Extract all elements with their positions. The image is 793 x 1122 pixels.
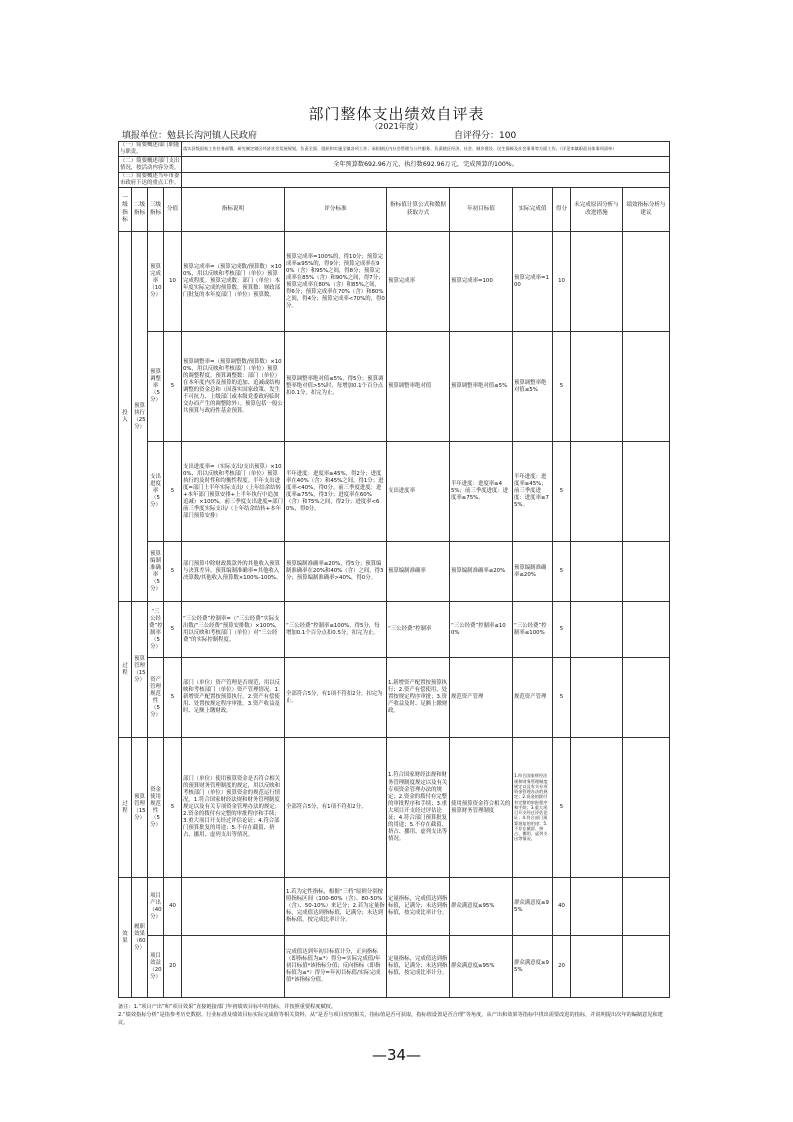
level3-indicator: 资产管理规范性（5分）	[148, 658, 164, 738]
overview-row-3	[119, 173, 670, 188]
score-obtained: 20	[553, 936, 571, 998]
level3-indicator: 预算编制准确率（5分）	[148, 542, 164, 602]
score-obtained: 5	[553, 602, 571, 658]
actual-value: 1.符合国家财经法规和财务管理制度规定以及有关专项资金管理办法的规定；2.资金的拨付有完整的审批程序和手续；3.重大项目开支经过评估论证；4.符合部门预算批复的用途；5.不存在截留、挤占、挪用、虚列支出等情况。	[513, 738, 553, 878]
indicator-description: 部门（单位）使用预算资金是否符合相关的预算财务管理制度的规定，用以反映和考核部门（单位）预算资金的规范运行情况。1.符合国家财经法规和财务管理制度规定以及有关专项资金管理办法的规定；2.资金的拨付有完整的审批程序和手续；3.重大项目开支经过评估论证；4.符合部门预算批复的用途；5.不存在截留、挤占、挪用、虚列支出等情况。	[182, 738, 285, 878]
table-row	[119, 602, 670, 658]
level2-indicator: 预算执行（25分）	[132, 232, 148, 602]
page-title: 部门整体支出绩效自评表	[308, 105, 485, 123]
indicator-description: 部门预算中除财政拨款外的其他收入预算与决算差异。预算编制准确率=其他收入决算数/其他收入预算数×100%-100%。	[182, 542, 285, 602]
level2-indicator: 预算管理（15分）	[132, 738, 148, 878]
indicator-description	[182, 936, 285, 998]
actual-value: 预算编制准确率≤20%	[513, 542, 553, 602]
level3-indicator: 预算完成率（10分）	[148, 232, 164, 332]
level3-indicator: 项目效益（20分）	[148, 936, 164, 998]
improvement-measure	[571, 232, 623, 332]
formula-source: “三公经费”控制率	[387, 602, 450, 658]
actual-value: 群众满意度≥95%	[513, 878, 553, 936]
improvement-measure	[571, 542, 623, 602]
target-value: 预算编制准确率≤20%	[450, 542, 513, 602]
score-obtained: 5	[553, 442, 571, 542]
analysis-suggestion	[623, 658, 670, 738]
score-value: 5	[164, 602, 182, 658]
table-row	[119, 542, 670, 602]
target-value: 规范资产管理	[450, 658, 513, 738]
target-value: 使用预算资金符合相关的预算财务管理制度	[450, 738, 513, 878]
score-value: 5	[164, 738, 182, 878]
table-row	[119, 442, 670, 542]
indicator-description: 支出进度率=（实际支出/支出预算）×100%，用以反映和考核部门（单位）预算执行的及时性和均衡性程度。半年支出进度=部门上半年实际支出/（上年结余结转+本年部门预算安排+上半年执行中追加追减）×100%。前三季度支出进度=部门前三季度实际支出/（上年结余结转+本年部门预算安排）	[182, 442, 285, 542]
improvement-measure	[571, 878, 623, 936]
table-row	[119, 738, 670, 878]
indicator-description: 预算完成率=（预算完成数/预算数）×100%，用以反映和考核部门（单位）预算完成程度。预算完成数：部门（单位）本年度实际完成的预算数。预算数：财政部门批复的本年度部门（单位）预算数。	[182, 232, 285, 332]
score-obtained: 5	[553, 658, 571, 738]
score-value: 40	[164, 878, 182, 936]
improvement-measure	[571, 442, 623, 542]
improvement-measure	[571, 602, 623, 658]
overview-text: 全年预算数692.96万元，执行数692.96万元，完成预算的100%。	[182, 157, 670, 173]
overview-text: 落实县级国家工作任务部署，研究制定辖区经济社会发展规划，负责全面、组织和实施全镇各项工作；承担辖区内社会管理与公共服务、负责辖区经济、社会、城乡建设、民生保障及社会事务等方面工作。（详见本镇职责具体事项清单）	[182, 142, 670, 157]
column-header: 评分标准	[285, 188, 387, 232]
actual-value: 预算调整率绝对值≤5%	[513, 332, 553, 442]
score-obtained: 40	[553, 878, 571, 936]
overview-row-2	[119, 157, 670, 173]
analysis-suggestion	[623, 936, 670, 998]
column-header: 指标值计算公式和数据获取方式	[387, 188, 450, 232]
level2-indicator: 预算管理（15分）	[132, 602, 148, 738]
overview-label: （三）简要概述当年市委市政府下达的重点工作。	[119, 173, 182, 188]
scoring-standard: 1.若为定性指标，根据“三档”原则分别按照指标区间（100-80%（含）、80-50%（含）、50-10%）来记分；2.若为定量指标，完成值达到指标值，记满分；未达到指标值，按完成比率计分。	[285, 878, 387, 936]
table-header	[119, 188, 670, 232]
scoring-standard: 全部符合5分，有1项不符扣2分，扣完为止。	[285, 658, 387, 738]
table-row	[119, 878, 670, 936]
score-value: 5	[164, 658, 182, 738]
column-header: 未完成原因分析与改进措施	[571, 188, 623, 232]
column-header: 一级指标	[119, 188, 132, 232]
table-row	[119, 658, 670, 738]
improvement-measure	[571, 332, 623, 442]
score-value: 20	[164, 936, 182, 998]
actual-value: 预算完成率=100	[513, 232, 553, 332]
footnote: 2.“绩效指标分析”是指参考历史数据、行业标准及绩效目标实际完成值等相关资料，从“是否与项目密切相关，指标值是否可获取，指标值设置是否合理”等角度，从产出和效果等指标中找出需要改进的指标，并说明提出次年的编制意见和建议。	[118, 1011, 663, 1026]
target-value: “三公经费”控制率≤100%	[450, 602, 513, 658]
overview-label: （二）简要概述部门支出情况，按活动内容分类。	[119, 157, 182, 173]
level3-indicator: 预算调整率（5分）	[148, 332, 164, 442]
formula-source: 预算完成率	[387, 232, 450, 332]
level1-indicator: 过程	[119, 602, 132, 738]
formula-source: 预算调整率绝对值	[387, 332, 450, 442]
analysis-suggestion	[623, 738, 670, 878]
level2-indicator: 履职效果（60分）	[132, 878, 148, 998]
scoring-standard: 全部符合5分，有1项不符扣2分。	[285, 738, 387, 878]
scoring-standard: 半年进度：进度率≥45%，得2分；进度率在40%（含）和45%之间，得1分；进度率<40%，得0分。前三季度进度：进度率≥75%，得3分；进度率在60%（含）和75%之间，得2分；进度率<60%，得0分。	[285, 442, 387, 542]
report-year: （2021年度）	[370, 122, 423, 131]
score-value: 10	[164, 232, 182, 332]
actual-value: 半年进度：进度率≥45%；前三季度进度：进度率≥75%。	[513, 442, 553, 542]
scoring-standard: 预算调整率绝对值≤5%，得5分；预算调整率绝对值>5%时，每增加0.1个百分点扣0.1分，扣完为止。	[285, 332, 387, 442]
column-header: 年初目标值	[450, 188, 513, 232]
column-header: 指标说明	[182, 188, 285, 232]
actual-value: 规范资产管理	[513, 658, 553, 738]
overview-label: （一）简要概述部门职能与职责。	[119, 142, 182, 157]
column-header: 实际完成值	[513, 188, 553, 232]
level3-indicator: 项目产出（40分）	[148, 878, 164, 936]
level3-indicator: 资金使用规范性（5分）	[148, 738, 164, 878]
scoring-standard: 预算完成率=100%的，得10分；预算完成率≥95%的，得9分；预算完成率在90%（含）和95%之间，得8分；预算完成率在85%（含）和90%之间，得7分；预算完成率在80%（含）和85%之间，得6分；预算完成率在70%（含）和80%之间，得4分；预算完成率<70%的，得0分。	[285, 232, 387, 332]
formula-source: 1.新增资产配置按预算执行；2.资产有偿使用、处置按规定程序审批；3.资产收益及时、足额上缴财政。	[387, 658, 450, 738]
column-header: 三级指标	[148, 188, 164, 232]
improvement-measure	[571, 738, 623, 878]
footnotes	[118, 1004, 673, 1027]
actual-value: 群众满意度≥95%	[513, 936, 553, 998]
level1-indicator: 过程	[119, 738, 132, 878]
overview-row-1	[119, 142, 670, 157]
overview-text	[182, 173, 670, 188]
performance-table	[118, 141, 670, 998]
score-value: 5	[164, 542, 182, 602]
formula-source: 1.符合国家财经法规和财务管理制度规定以及有关专项资金管理办法的规定；2.资金的拨付有完整的审批程序和手续；3.重大项目开支经过评估论证；4.符合部门预算批复的用途；5.不存在截留、挤占、挪用、虚列支出等情况。	[387, 738, 450, 878]
formula-source: 预算编制准确率	[387, 542, 450, 602]
score-value: 5	[164, 332, 182, 442]
level1-indicator: 效果	[119, 878, 132, 998]
scoring-standard: 预算编制准确率≤20%，得5分；预算编制准确率在20%和40%（含）之间，得3分；预算编制准确率>40%，得0分。	[285, 542, 387, 602]
table-row	[119, 332, 670, 442]
page-number: —34—	[371, 1046, 422, 1064]
score-obtained: 10	[553, 232, 571, 332]
column-header: 二级指标	[132, 188, 148, 232]
improvement-measure	[571, 658, 623, 738]
target-value: 预算调整率绝对值≤5%	[450, 332, 513, 442]
indicator-description: 部门（单位）资产管理是否规范，用以反映和考核部门（单位）资产管理情况。1.新增资产配置按预算执行。2.资产有偿使用、处置按规定程序审批。3.资产收益及时、足额上缴财政。	[182, 658, 285, 738]
score-obtained: 5	[553, 542, 571, 602]
reporting-unit: 填报单位：勉县长沟河镇人民政府	[122, 131, 258, 141]
formula-source: 定量指标，完成值达到指标值，记满分；未达到指标值，按完成比率计分。	[387, 878, 450, 936]
table-row	[119, 936, 670, 998]
target-value: 半年进度：进度率≥45%；前三季度进度：进度率≥75%。	[450, 442, 513, 542]
formula-source: 支出进度率	[387, 442, 450, 542]
analysis-suggestion	[623, 602, 670, 658]
level3-indicator: 支出进度率（5分）	[148, 442, 164, 542]
analysis-suggestion	[623, 442, 670, 542]
indicator-description: “三公经费”控制率=（“三公经费”实际支出数/“三公经费”预算安排数）×100%，用以反映和考核部门（单位）对“三公经费”的实际控制程度。	[182, 602, 285, 658]
indicator-description	[182, 878, 285, 936]
table-row	[119, 232, 670, 332]
indicator-description: 预算调整率=（预算调整数/预算数）×100%，用以反映和考核部门（单位）预算的调整程度。预算调整数：部门（单位）在本年度内涉及预算的追加、追减或结构调整的资金总和（因落实国家政策、发生不可抗力、上级部门或本级党委政府临时交办而产生的调整除外）。预算包括一般公共预算与政府性基金预算。	[182, 332, 285, 442]
formula-source: 定量指标，完成值达到指标值，记满分；未达到指标值，按完成比率计分。	[387, 936, 450, 998]
column-header: 分值	[164, 188, 182, 232]
level3-indicator: “三公经费”控制率（5分）	[148, 602, 164, 658]
scoring-standard: “三公经费”控制率≤100%，得5分，每增加0.1个百分点扣0.5分，扣完为止。	[285, 602, 387, 658]
analysis-suggestion	[623, 332, 670, 442]
score-obtained: 5	[553, 332, 571, 442]
analysis-suggestion	[623, 232, 670, 332]
analysis-suggestion	[623, 878, 670, 936]
column-header: 绩效指标分析与建议	[623, 188, 670, 232]
actual-value: “三公经费”控制率≤100%	[513, 602, 553, 658]
analysis-suggestion	[623, 542, 670, 602]
scoring-standard: 完成值达到年初目标值计分，正向指标（即指标值为≥*）得分=实际完成值/年初目标值*该指标分值；反向指标（即指标值为≤*）得分=年初目标值/实际完成值*该指标分值。	[285, 936, 387, 998]
target-value: 群众满意度≥95%	[450, 936, 513, 998]
score-value: 5	[164, 442, 182, 542]
target-value: 预算完成率=100	[450, 232, 513, 332]
column-header: 得分	[553, 188, 571, 232]
level1-indicator: 投入	[119, 232, 132, 602]
self-evaluation-score: 自评得分：100	[454, 131, 517, 141]
improvement-measure	[571, 936, 623, 998]
score-obtained: 5	[553, 738, 571, 878]
target-value: 群众满意度≥95%	[450, 878, 513, 936]
footnote: 备注：1.“项目产出”和“项目效果”直接链接部门年初绩效目标中的指标，并按照重要程度赋权。	[118, 1004, 337, 1010]
